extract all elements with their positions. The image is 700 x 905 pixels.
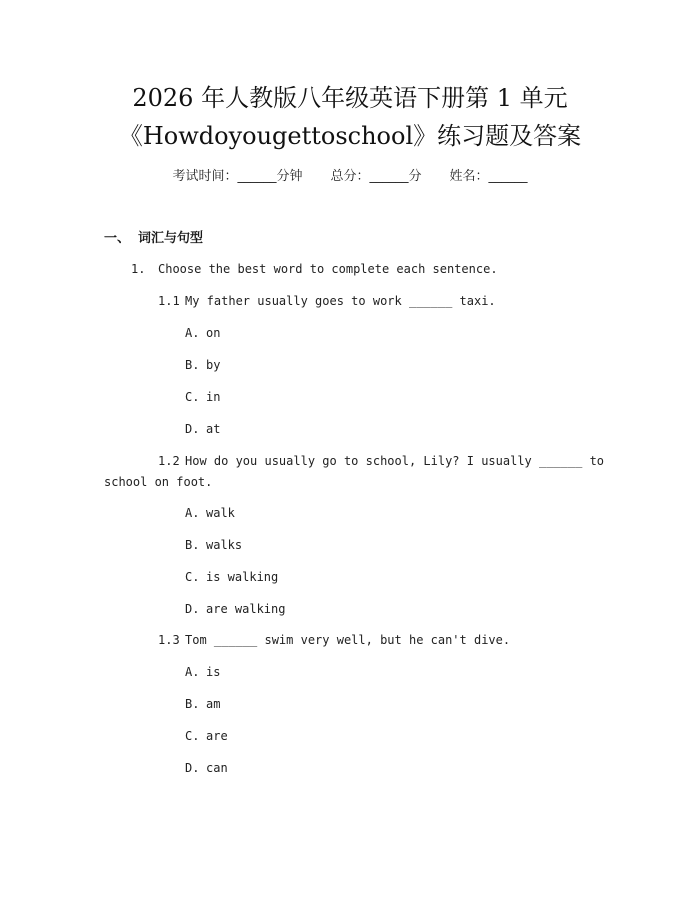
option-text: on <box>206 326 221 340</box>
option-1-3-b[interactable] <box>185 694 220 714</box>
option-letter: C. <box>185 390 200 404</box>
option-1-1-c[interactable] <box>185 387 220 407</box>
option-text: at <box>206 422 221 436</box>
question-text: How do you usually go to school, Lily? I usually ______ to <box>185 454 605 468</box>
question-1-2-continuation: school on foot. <box>104 475 213 489</box>
option-1-1-a[interactable] <box>185 323 220 343</box>
option-text: am <box>206 697 221 711</box>
option-1-1-b[interactable] <box>185 355 220 375</box>
question-text: Tom ______ swim very well, but he can't dive. <box>185 633 511 647</box>
option-letter: C. <box>185 570 200 584</box>
question-text: My father usually goes to work ______ taxi. <box>185 294 496 308</box>
option-letter: D. <box>185 422 200 436</box>
section-heading <box>104 229 203 249</box>
option-letter: A. <box>185 506 200 520</box>
option-text: is walking <box>206 570 279 584</box>
option-text: in <box>206 390 221 404</box>
exam-info <box>0 167 700 187</box>
option-text: walks <box>206 538 243 552</box>
option-letter: B. <box>185 538 200 552</box>
option-letter: D. <box>185 761 200 775</box>
question-1-3 <box>158 630 510 650</box>
question-1-1 <box>158 291 496 311</box>
document-title-line-1: 2026 年人教版八年级英语下册第 1 单元 <box>132 84 568 112</box>
question-number: 1.2 <box>158 454 180 468</box>
option-1-3-a[interactable] <box>185 662 220 682</box>
option-text: are walking <box>206 602 286 616</box>
option-1-2-a[interactable] <box>185 503 235 523</box>
question-number: 1.3 <box>158 633 180 647</box>
option-1-1-d[interactable] <box>185 419 220 439</box>
instruction <box>131 259 498 279</box>
exam-time: 考试时间：______分钟 <box>172 169 303 184</box>
question-1-2 <box>158 451 604 471</box>
option-text: is <box>206 665 221 679</box>
option-letter: B. <box>185 358 200 372</box>
document-title-line-2: 《Howdoyougettoschool》练习题及答案 <box>118 122 582 150</box>
section-title: 词汇与句型 <box>138 231 204 246</box>
option-1-2-c[interactable] <box>185 567 278 587</box>
option-1-2-b[interactable] <box>185 535 242 555</box>
option-text: by <box>206 358 221 372</box>
option-letter: D. <box>185 602 200 616</box>
instruction-text: Choose the best word to complete each sentence. <box>158 262 498 276</box>
exam-total-score: 总分：______分 <box>330 169 422 184</box>
option-1-3-c[interactable] <box>185 726 228 746</box>
section-number: 一、 <box>104 231 131 246</box>
option-letter: A. <box>185 326 200 340</box>
option-text: are <box>206 729 228 743</box>
option-1-2-d[interactable] <box>185 599 285 619</box>
option-text: can <box>206 761 228 775</box>
option-letter: A. <box>185 665 200 679</box>
instruction-number: 1. <box>131 262 146 276</box>
option-letter: C. <box>185 729 200 743</box>
option-letter: B. <box>185 697 200 711</box>
question-number: 1.1 <box>158 294 180 308</box>
option-1-3-d[interactable] <box>185 758 228 778</box>
option-text: walk <box>206 506 235 520</box>
student-name: 姓名：______ <box>449 169 528 184</box>
